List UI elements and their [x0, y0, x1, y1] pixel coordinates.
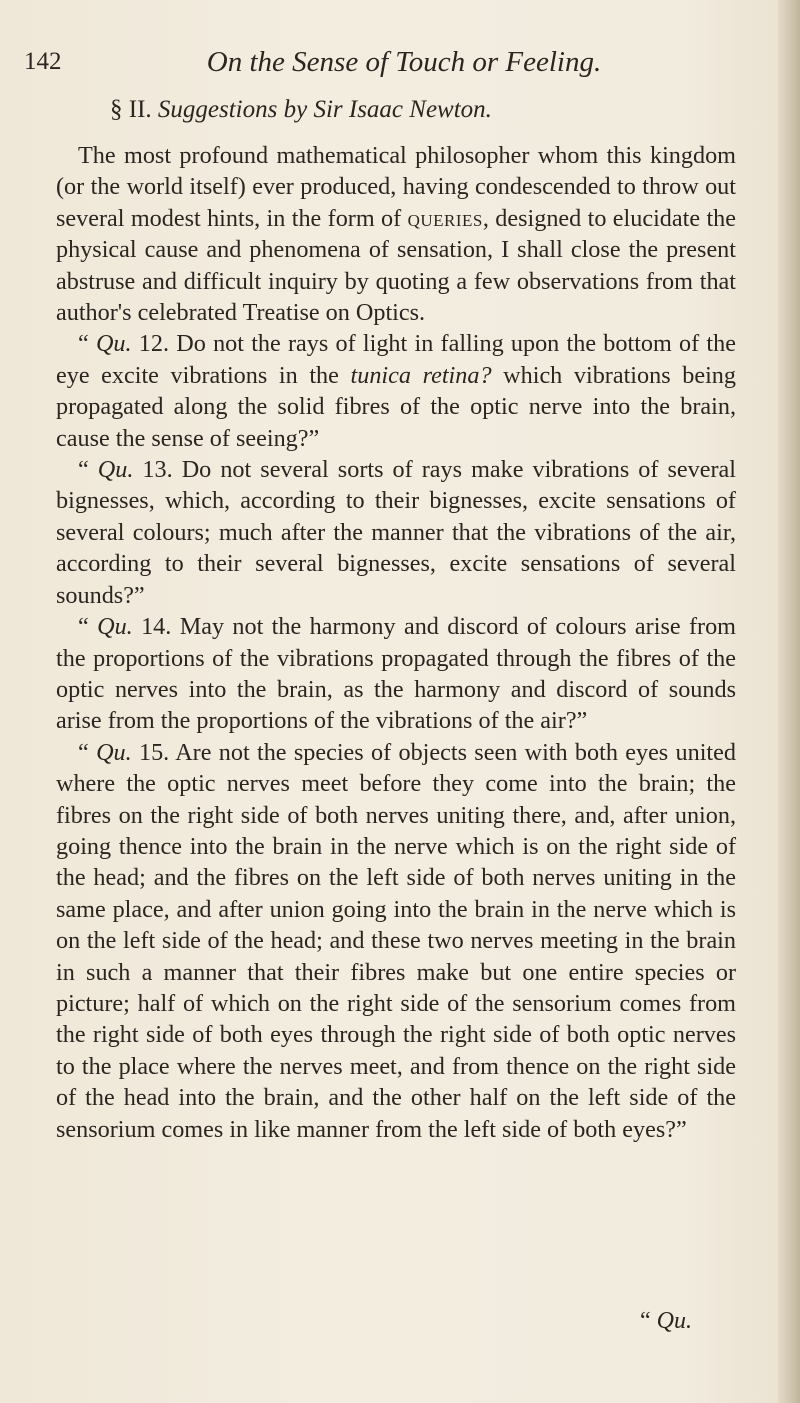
query-12-text-end: which vibrations being propagated along the solid fibres of the optic nerve into the brain, cause the sense of seeing?” [56, 361, 736, 452]
catchword [640, 1308, 692, 1335]
quote-open: “ [78, 330, 96, 358]
intro-paragraph [56, 140, 736, 328]
tunica-retina-term: tunica retina? [350, 361, 492, 389]
catchword-label: Qu. [656, 1308, 692, 1334]
running-title: On the Sense of Touch or Feeling. [206, 46, 602, 78]
section-heading [110, 96, 492, 124]
query-15-text: 15. Are not the species of objects seen with both eyes united where the optic nerves meet before they come into the brain; the fibres on the right side of both nerves uniting there, and, after union, going thence into the brain in the nerve which is on the right side of the head; and the fibres on the left side of both nerves uniting in the same place, and after union going into the brain in the nerve which is on the left side of the head; and these two nerves meeting in the brain in such a manner that their fibres make but one entire species or picture; half of which on the right side of the sensorium comes from the right side of both eyes through the right side of both optic nerves to the place where the nerves meet, and from thence on the right side of the head into the brain, and the other half on the left side of the sensorium comes in like manner from the left side of both eyes?” [56, 738, 736, 1143]
section-title: Suggestions by Sir Isaac Newton. [157, 96, 492, 123]
intro-text-start: The most profound mathematical philosopher whom this kingdom (or the world itself) ever produced, having condescended to throw out several modest hints, in the form of [56, 142, 736, 232]
query-14-text: 14. May not the harmony and discord of colours arise from the proportions of the vibrations propagated through the fibres of the optic nerves into the brain, as the harmony and discord of sounds arise from the proportions of the vibrations of the air?” [56, 613, 736, 735]
query-label: Qu. [96, 738, 132, 766]
quote-open: “ [78, 738, 97, 766]
queries-term: queries [407, 204, 483, 232]
query-14-paragraph [56, 611, 736, 737]
query-15-paragraph [56, 737, 736, 1145]
section-mark: § II. [110, 96, 152, 123]
query-label: Qu. [95, 330, 132, 358]
page-header [24, 46, 744, 86]
body-text [56, 140, 736, 1145]
query-12-paragraph [56, 328, 736, 454]
page-number: 142 [24, 48, 62, 75]
intro-text-end: , designed to elucidate the physical cause and phenomena of sensation, I shall close the present abstruse and difficult inquiry by quoting a few observations from that author's celebrated Treatise on Optics. [56, 204, 736, 327]
quote-open: “ [78, 456, 98, 484]
quote-open: “ [78, 613, 98, 641]
query-13-paragraph [56, 454, 736, 611]
query-13-text: 13. Do not several sorts of rays make vibrations of several bignesses, which, according to their bignesses, excite sensations of several colours; much after the manner that the vibrations of the air, according to their several bignesses, excite sensations of several sounds?” [56, 456, 736, 609]
page-gutter [778, 0, 800, 1403]
quote-open: “ [640, 1308, 657, 1334]
query-12-text-start: 12. Do not the rays of light in falling upon the bottom of the eye excite vibrations in the [56, 330, 736, 389]
query-label: Qu. [97, 613, 133, 641]
query-label: Qu. [97, 456, 134, 484]
